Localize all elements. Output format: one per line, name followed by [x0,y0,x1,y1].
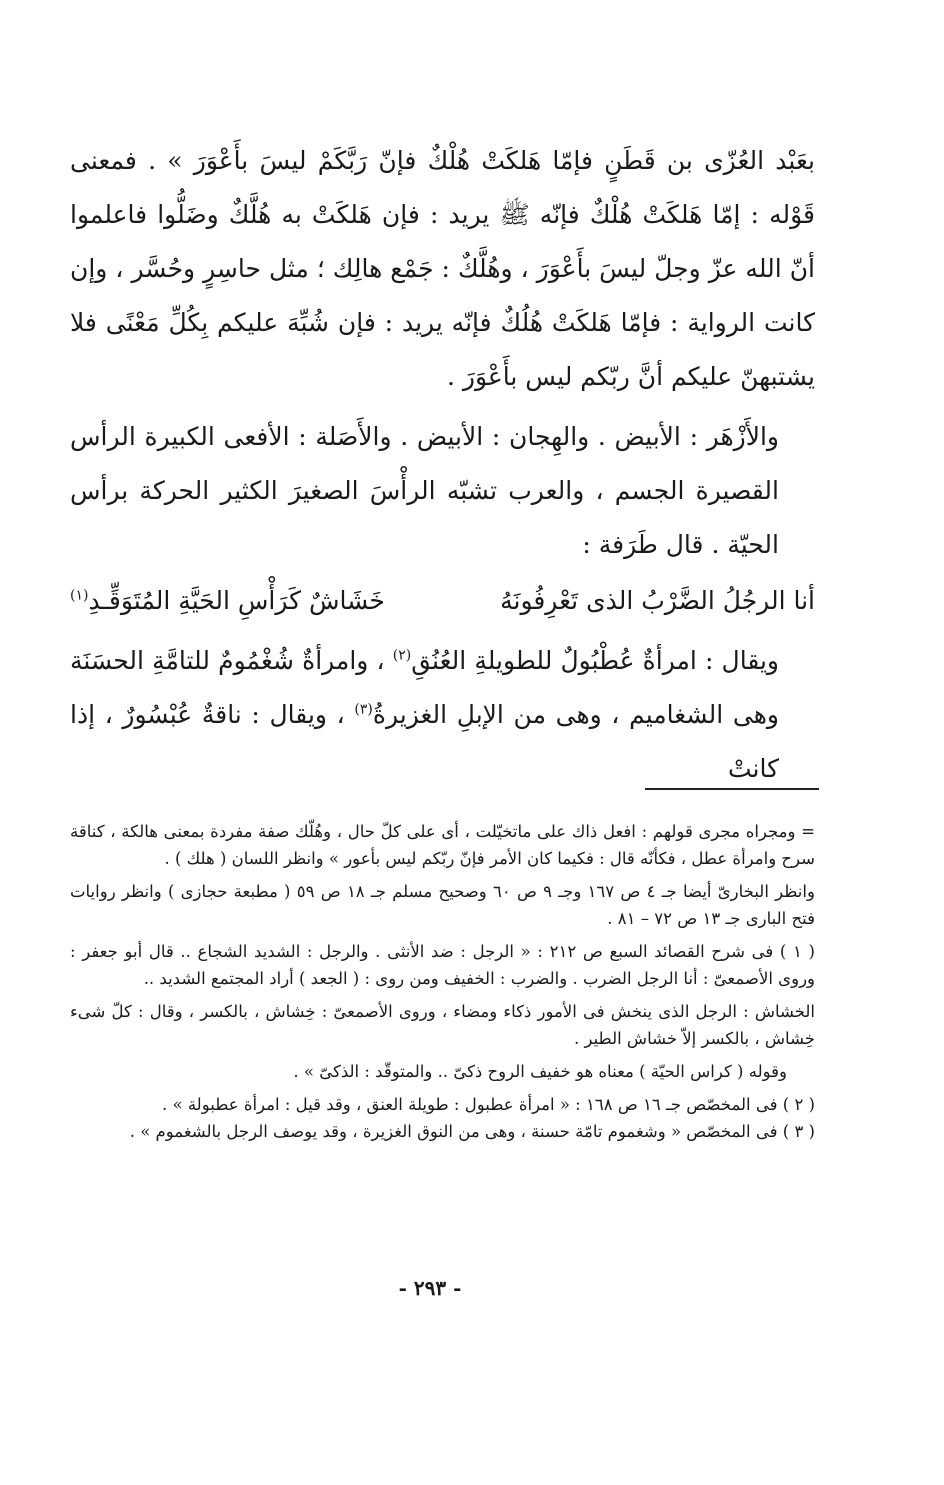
footnote-ref-1: (١) [70,587,89,604]
verse-second-hemistich: خَشَاشٌ كَرَأْسِ الحَيَّةِ المُتَوَقِّـدِ [88,586,385,615]
paragraph-3-part-b: ، وامرأةٌ شُغْمُومٌ للتامَّةِ الحسَنَة وهى الشغاميم ، وهى من الإبلِ الغزيرةُ [70,646,779,729]
footnote-1-b: الخشاش : الرجل الذى ينخش فى الأمور ذكاء ومضاء ، وروى الأصمعىّ : خِشاش ، بالكسر ، وقال : كلّ شىء خِشاش ، بالكسر إلاّ خشاش الطير . [70,1002,815,1048]
page-number: - ٢٩٣ - [398,1276,462,1300]
main-text-block [70,134,815,796]
footnote-3: ( ٣ ) فى المخصّص « وشغموم تامّة حسنة ، وهى من النوق الغزيرة ، وقد يوصف الرجل بالشغموم » . [129,1122,815,1141]
footnote-separator [645,788,819,790]
poem-verse [70,574,815,628]
paragraph-1: بعَبْد العُزّى بن قَطَنٍ فإمّا هَلكَتْ هُلْكٌ فإنّ رَبَّكَمْ ليسَ بأَعْوَرَ » . فمعنى قَوْله : إمّا هَلكَتْ هُلْكٌ فإنّه ﷺ يريد : فإن هَلكَتْ به هُلَّكٌ وضَلُّوا فاعلموا أنّ الله عزّ وجلّ ليسَ بأَعْوَرَ ، وهُلَّكٌ : جَمْع هالِك ؛ مثل حاسِرٍ وحُسَّر ، وإن كانت الرواية : فإمّا هَلكَتْ هُلُكٌ فإنّه يريد : فإن شُبِّهَ عليكم بِكُلِّ مَعْنًى فلا يشتبهنّ عليكم أنَّ ربّكم ليس بأَعْوَرَ . [70,146,815,391]
verse-second-hemistich-wrap [70,574,385,628]
verse-first-hemistich: أنا الرجُلُ الضَّرْبُ الذى تَعْرِفُونَهُ [500,586,815,615]
footnote-continued-b: وانظر البخارىّ أيضا جـ ٤ ص ١٦٧ وجـ ٩ ص ٦٠ وصحيح مسلم جـ ١٨ ص ٥٩ ( مطبعة حجازى ) وانظر روايات فتح البارى جـ ١٣ ص ٧٢ – ٨١ . [70,882,815,928]
footnote-1-c: وقوله ( كراس الحيّة ) معناه هو خفيف الروح ذكىّ .. والمتوقّد : الذكىّ » . [293,1062,787,1081]
footnote-2: ( ٢ ) فى المخصّص جـ ١٦ ص ١٦٨ : « امرأة عطبول : طويلة العنق ، وقد قيل : امرأة عطبولة » . [161,1095,815,1114]
footnote-ref-3: (٣) [354,701,373,718]
footnote-1-a: ( ١ ) فى شرح القصائد السبع ص ٢١٢ : « الرجل : ضد الأنثى . والرجل : الشديد الشجاع .. قال أبو جعفر : وروى الأصمعىّ : أنا الرجل الضرب . والضرب : الخفيف ومن روى : ( الجعد ) أراد المجتمع الشديد .. [70,942,815,988]
paragraph-3 [70,634,815,796]
footnotes-block [70,818,815,1145]
paragraph-3-part-c: ، ويقال : ناقةٌ عُبْسُورٌ ، إذا كانتْ [70,700,779,783]
paragraph-2: والأَزْهَر : الأبيض . والهِجان : الأبيض . والأَصَلة : الأفعى الكبيرة الرأس القصيرة الجسم ، والعرب تشبّه الرأْسَ الصغيرَ الكثير الحركة برأس الحيّة . قال طَرَفة : [70,422,779,559]
footnote-continued-a: = ومجراه مجرى قولهم : افعل ذاك على ماتخيّلت ، أى على كلّ حال ، وهُلّك صفة مفردة بمعنى هالكة ، كناقة سرح وامرأة عطل ، فكأنّه قال : فكيما كان الأمر فإنّ ربّكم ليس بأعور » وانظر اللسان ( هلك ) . [70,822,815,868]
footnote-ref-2: (٢) [392,647,412,664]
paragraph-3-part-a: ويقال : امرأةٌ عُطْبُولٌ للطويلةِ العُنُقِ [411,646,779,675]
